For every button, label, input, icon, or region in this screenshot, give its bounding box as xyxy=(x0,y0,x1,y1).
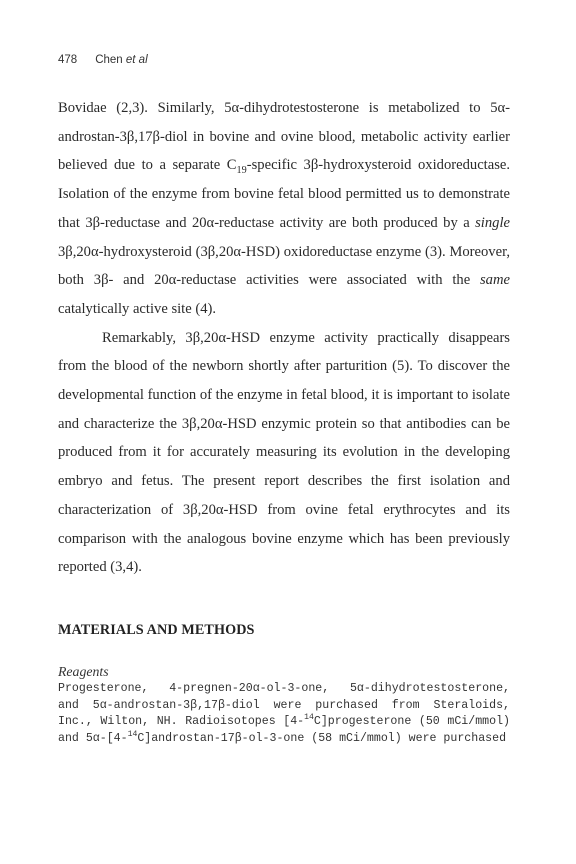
emphasis-same: same xyxy=(480,272,510,289)
paragraph-1-text: catalytically active site (4). xyxy=(58,300,217,317)
reagents-text: C]progesterone (50 mCi/mmol) and 5α-[4- xyxy=(58,715,510,746)
emphasis-single: single xyxy=(475,214,510,231)
subsection-heading: Reagents xyxy=(58,664,109,679)
reagents-paragraph xyxy=(58,681,510,748)
paragraph-2: Remarkably, 3β,20α-HSD enzyme activity practically disappears from the blood of the newborn shortly after parturition (5). To discover the developmental function of the enzyme in fetal blood, it is important to isolate and characterize the 3β,20α-HSD enzymic protein so that antibodies can be produced from it for accurately measuring its evolution in the developing embryo and fetus. The present report describes the first isolation and characterization of 3β,20α-HSD from ovine fetal erythrocytes and its comparison with the analogous bovine enzyme which has been previously reported (3,4). xyxy=(58,329,510,576)
header-et-al: et al xyxy=(125,54,148,66)
page-number: 478 xyxy=(58,54,78,66)
paragraph-1-text: 3β,20α-hydroxysteroid (3β,20α-HSD) oxidoreductase enzyme (3). Moreover, both 3β- and 20α-reductase activities were associated with the xyxy=(58,243,510,289)
running-header xyxy=(58,54,148,66)
subscript-c19: 19 xyxy=(236,165,247,177)
header-authors: Chen xyxy=(95,54,123,66)
reagents-text: C]androstan-17β-ol-3-one (58 mCi/mmol) were purchased xyxy=(137,732,507,746)
superscript-14: 14 xyxy=(304,713,314,723)
superscript-14: 14 xyxy=(127,730,138,740)
body-text xyxy=(58,94,510,582)
section-heading: MATERIALS AND METHODS xyxy=(58,622,255,638)
paragraph-1-text: Bovidae (2,3). Similarly, 5α-dihydrotestosterone is metabolized to 5α-androstan-3β,17β-diol in bovine and ovine blood, metabolic activity earlier believed due to a separate C xyxy=(58,100,510,174)
paragraph-1-text: -specific 3β-hydroxysteroid oxidoreductase. Isolation of the enzyme from bovine fetal blood permitted us to demonstrate that 3β-reductase and 20α-reductase activity are both produced by a xyxy=(58,157,511,231)
paragraph-1 xyxy=(58,94,510,324)
reagents-text: Progesterone, 4-pregnen-20α-ol-3-one, 5α-dihydrotestosterone, and 5α-androstan-3β,17β-diol were purchased from Steraloids, Inc., Wilton, NH. Radioisotopes [4- xyxy=(58,682,510,729)
